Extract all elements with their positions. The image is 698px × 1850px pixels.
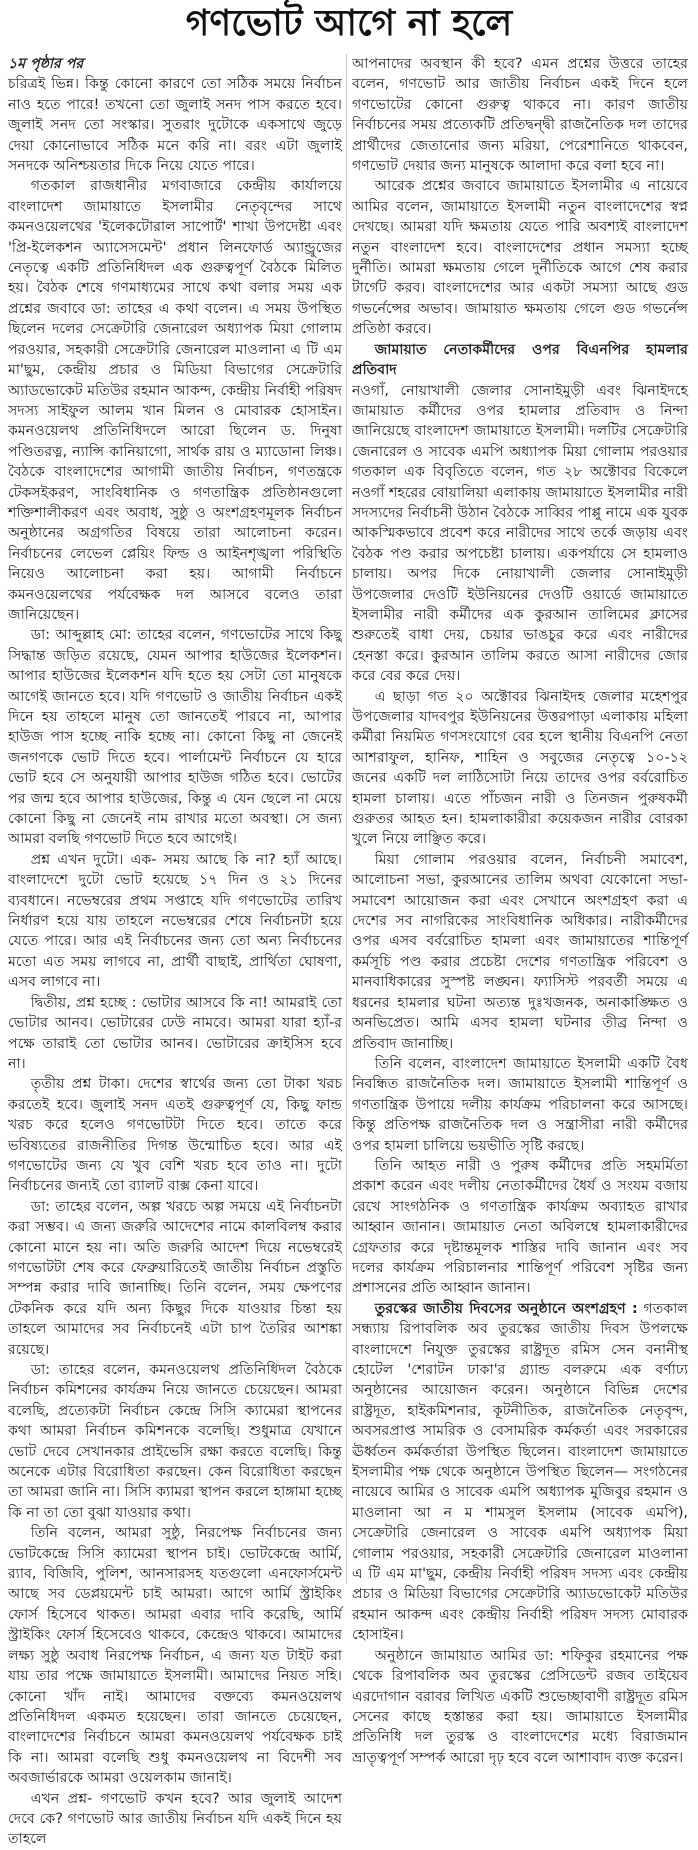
column-divider bbox=[346, 54, 347, 1584]
left-column bbox=[8, 54, 342, 1850]
paragraph: এখন প্রশ্ন- গণভোট কখন হবে? আর জুলাই আদেশ দেবে কে? গণভোট আর জাতীয় নির্বাচন যদি একই দিনে হয় তাহলে bbox=[8, 1790, 342, 1848]
paragraph: দ্বিতীয়, প্রশ্ন হচ্ছে : ভোটার আসবে কি না! আমরাই তো ভোটার আনব। ভোটারের ঢেউ নামবে। আমরা যারা হ্যাঁ-র পক্ষে তারাই তো ভোটার আনব। ভোটারের ক্রাইসিস হবে না। bbox=[8, 994, 342, 1072]
paragraph: এ ছাড়া গত ২০ অক্টোবর ঝিনাইদহ জেলার মহেশপুর উপজেলার যাদবপুর ইউনিয়নের উত্তরপাড়া এলাকায় মহিলা কর্মীরা নিয়মিত গণসংযোগে বের হলে স্থানীয় বিএনপি নেতা আশরাফুল, হানিফ, শাহিন ও সবুজের নেতৃত্বে ১০-১২ জনের একটি দল লাঠিসোটা নিয়ে তাদের ওপর বর্বরোচিত হামলা চালায়। এতে পাঁচজন নারী ও তিনজন পুরুষকর্মী গুরুতর আহত হন। হামলাকারীরা কয়েকজন নারীর বোরকা খুলে নিয়ে লাঞ্ছিত করে। bbox=[352, 688, 688, 848]
turkey-paragraph bbox=[352, 1299, 688, 1646]
paragraph: প্রশ্ন এখন দুটো। এক- সময় আছে কি না? হ্যাঁ আছে। বাংলাদেশে দুটো ভোট হয়েছে ১৭ দিন ও ২১ দিনের ব্যবধানে। নভেম্বরের প্রথম সপ্তাহে যদি গণভোটের তারিখ নির্ধারণ হয়ে যায় তাহলে নভেম্বরের শেষে নির্বাচনটা হয়ে যেতে পারে। আর এই নির্বাচনের জন্য তো অন্য নির্বাচনের মতো এত সময় লাগবে না, প্রার্থী বাছাই, প্রার্থিতা ঘোষণা, এসব লাগবে না। bbox=[8, 851, 342, 991]
inline-lead: তুরস্কের জাতীয় দিবসের অনুষ্ঠানে অংশগ্রহণ : bbox=[374, 1300, 638, 1317]
paragraph: নওগাঁ, নোয়াখালী জেলার সোনাইমুড়ী এবং ঝিনাইদহে জামায়াত কর্মীদের ওপর হামলার প্রতিবাদ ও নিন্দা জানিয়েছে বাংলাদেশ জামায়াতে ইসলামী। দলটির সেক্রেটারি জেনারেল ও সাবেক এমপি অধ্যাপক মিয়া গোলাম পরওয়ার গতকাল এক বিবৃতিতে বলেন, গত ২৮ অক্টোবর বিকেলে নওগাঁ শহরের বোয়ালিয়া এলাকায় জামায়াতে ইসলামীর নারী সদস্যদের নির্বাচনী উঠান বৈঠকে সাব্বির পাপ্পু নামে এক যুবক আকস্মিকভাবে প্রবেশ করে নারীদের সাথে তর্কে জড়ায় এবং বৈঠক পণ্ড করার অপচেষ্টা চালায়। একপর্যায়ে সে হামলাও চালায়। অপর দিকে নোয়াখালী জেলার সোনাইমুড়ী উপজেলার দেওটি ইউনিয়নের দেওটি ওয়ার্ডে জামায়াতে ইসলামীর নারী কর্মীদের এক কুরআন তালিমের ক্লাসের শুরুতেই বাধা দেয়, চেয়ার ভাঙচুর করে এবং নারীদের হেনস্তা করে। কুরআন তালিম করতে আসা নারীদের জোর করে বের করে দেয়। bbox=[352, 382, 688, 685]
paragraph: চরিত্রই ভিন্ন। কিন্তু কোনো কারণে তো সঠিক সময়ে নির্বাচন নাও হতে পারে! তখনো তো জুলাই সনদ পাস করতে হবে। জুলাই সনদ তো সংস্কার। সুতরাং দুটোকে একসাথে জুড়ে দেয়া কোনোভাবে সঠিক মনে করি না। বরং এটা জুলাই সনদকে অনিশ্চয়তার দিকে নিয়ে যেতে পারে। bbox=[8, 76, 342, 175]
paragraph: আরেক প্রশ্নের জবাবে জামায়াতে ইসলামীর এ নায়েবে আমির বলেন, জামায়াতে ইসলামী নতুন বাংলাদেশের স্বপ্ন দেখছে। আমরা যদি ক্ষমতায় যেতে পারি অবশ্যই বাংলাদেশ নতুন বাংলাদেশ হবে। বাংলাদেশের প্রধান সমস্যা হচ্ছে দুর্নীতি। আমরা ক্ষমতায় গেলে দুর্নীতিকে আগে শেষ করার টার্গেট করব। বাংলাদেশের আর একটা সমস্যা আছে গুড গভর্নেন্সের অভাব। জামায়াত ক্ষমতায় গেলে গুড গভর্নেন্স প্রতিষ্ঠা করবে। bbox=[352, 178, 688, 338]
paragraph: তৃতীয় প্রশ্ন টাকা। দেশের স্বার্থের জন্য তো টাকা খরচ করতেই হবে। জুলাই সনদ এতই গুরুত্বপূর্ণ যে, কিছু ফান্ড খরচ করে হলেও গণভোটটা দিতে হবে। তাতে করে ভবিষ্যতের রাজনীতির দিগন্ত উন্মোচিত হবে। আর এই গণভোটের জন্য যে খুব বেশি খরচ হবে তাও না। দুটো নির্বাচনের জন্যই তো ব্যালট বাক্স কেনা যাবে। bbox=[8, 1076, 342, 1195]
continuation-kicker: ১ম পৃষ্ঠার পর bbox=[8, 56, 84, 72]
paragraph: তিনি বলেন, বাংলাদেশ জামায়াতে ইসলামী একটি বৈধ নিবন্ধিত রাজনৈতিক দল। জামায়াতে ইসলামী শান্তিপূর্ণ ও গণতান্ত্রিক উপায়ে দলীয় কার্যক্রম পরিচালনা করে আসছে। কিন্তু প্রতিপক্ষ রাজনৈতিক দল ও সন্ত্রাসীরা নারী কর্মীদের ওপর হামলা চালিয়ে ভয়ভীতি সৃষ্টি করছে। bbox=[352, 1055, 688, 1154]
paragraph: ডা: তাহের বলেন, কমনওয়েলথ প্রতিনিধিদল বৈঠকে নির্বাচন কমিশনের কার্যক্রম নিয়ে জানতে চেয়েছেন। আমরা বলেছি, প্রত্যেকটা নির্বাচন কেন্দ্রে সিসি ক্যামেরা স্থাপনের কথা আমরা নির্বাচন কমিশনকে বলেছি। শুধুমাত্র যেখানে ভোট দেবে সেখানকার প্রাইভেসি রক্ষা করতে বলেছি। কিন্তু অনেকে এটার বিরোধিতা করছেন। কেন বিরোধিতা করছেন তা আমরা জানি না। সিসি ক্যামরা স্থাপন করলে হাঙ্গামা হচ্ছে কি না তা তো বুঝা যাওয়ার কথা। bbox=[8, 1362, 342, 1521]
paragraph-body: গতকাল সন্ধ্যায় রিপাবলিক অব তুরস্কের জাতীয় দিবস উপলক্ষে বাংলাদেশে নিযুক্ত তুরস্কের রাষ্ট্রদূত রমিস সেন বনানীস্থ হোটেল 'শেরাটন ঢাকা'র গ্র্যান্ড বলরুমে এক বর্ণাঢ্য অনুষ্ঠানের আয়োজন করেন। অনুষ্ঠানে বিভিন্ন দেশের রাষ্ট্রদূত, হাইকমিশনার, কূটনীতিক, রাজনৈতিক নেতৃবৃন্দ, অবসরপ্রাপ্ত সামরিক ও বেসামরিক কর্মকর্তা এবং সরকারের ঊর্ধ্বতন কর্মকর্তারা উপস্থিত ছিলেন। বাংলাদেশ জামায়াতে ইসলামীর পক্ষ থেকে অনুষ্ঠানে উপস্থিত ছিলেন— সংগঠনের নায়েবে আমির ও সাবেক এমপি অধ্যাপক মুজিবুর রহমান ও মাওলানা আ ন ম শামসুল ইসলাম (সাবেক এমপি), সেক্রেটারি জেনারেল ও সাবেক এমপি অধ্যাপক মিয়া গোলাম পরওয়ার, সহকারী সেক্রেটারি জেনারেল মাওলানা এ টি এম মা'ছুম, কেন্দ্রীয় নির্বাহী পরিষদ সদস্য এবং কেন্দ্রীয় প্রচার ও মিডিয়া বিভাগের সেক্রেটারি অ্যাডভোকেট মতিউর রহমান আকন্দ এবং কেন্দ্রীয় নির্বাহী পরিষদ সদস্য মোবারক হোসাইন। bbox=[352, 1300, 688, 1644]
paragraph: ডা: আব্দুল্লাহ মো: তাহের বলেন, গণভোটের সাথে কিছু সিদ্ধান্ত জড়িত রয়েছে, যেমন আপার হাউজের ইলেকশন। আপার হাউজের ইলেকশন যদি হতে হয় সেটা তো মানুষকে আগেই জানতে হবে। যদি গণভোট ও জাতীয় নির্বাচন একই দিনে হয় তাহলে মানুষ তো জানতেই পারবে না, আপার হাউজ পাস হচ্ছে নাকি হচ্ছে না। কোনো কিছু না জেনেই জনগণকে ভোট দিতে হবে। পার্লামেন্ট নির্বাচনে যে হারে ভোট হবে সে অনুযায়ী আপার হাউজ গঠিত হবে। ভোটের পর জন্ম হবে আপার হাউজের, কিন্তু এ যেন ছেলে না মেয়ে কোনো কিছু না জেনেই নাম রাখার মতো অবস্থা। সে জন্য আমরা বলছি গণভোট দিতে হবে আগেই। bbox=[8, 627, 342, 848]
paragraph: মিয়া গোলাম পরওয়ার বলেন, নির্বাচনী সমাবেশ, আলোচনা সভা, কুরআনের তালিম অথবা যেকোনো সভা-সমাবেশ আয়োজন করা এবং সেখানে অংশগ্রহণ করা এ দেশের সব নাগরিকের সাংবিধানিক অধিকার। নারীকর্মীদের ওপর এসব বর্বরোচিত হামলা এবং জামায়াতের শান্তিপূর্ণ কর্মসূচি পণ্ড করার প্রচেষ্টা দেশের গণতান্ত্রিক পরিবেশ ও মানবাধিকারের সুস্পষ্ট লঙ্ঘন। ফ্যাসিস্ট পরবর্তী সময়ে এ ধরনের হামলার ঘটনা অত্যন্ত দুঃখজনক, অনাকাঙ্ক্ষিত ও অনভিপ্রেত। আমি এসব হামলা ঘটনার তীব্র নিন্দা ও প্রতিবাদ জানাচ্ছি। bbox=[352, 851, 688, 1052]
subheading: জামায়াত নেতাকর্মীদের ওপর বিএনপির হামলার প্রতিবাদ bbox=[352, 341, 688, 379]
paragraph: আপনাদের অবস্থান কী হবে? এমন প্রশ্নের উত্তরে তাহের বলেন, গণভোট আর জাতীয় নির্বাচন একই দিনে হলে গণভোটের কোনো গুরুত্ব থাকবে না। কারণ জাতীয় নির্বাচনের সময় প্রত্যেকটি প্রতিদ্বন্দ্বী রাজনৈতিক দল তাদের প্রার্থীদের জেতানোর জন্য মরিয়া, পেরেশানিতে থাকবেন, গণভোট দেয়ার জন্য মানুষকে আলাদা করে বলা হবে না। bbox=[352, 56, 688, 175]
paragraph: অনুষ্ঠানে জামায়াত আমির ডা: শফিকুর রহমানের পক্ষ থেকে রিপাবলিক অব তুরস্কের প্রেসিডেন্ট রজব তাইয়েব এরদোগান বরাবর লিখিত একটি শুভেচ্ছাবাণী রাষ্ট্রদূত রমিস সেনের কাছে হস্তান্তর করা হয়। জামায়াতে ইসলামীর প্রতিনিধি দল তুরস্ক ও বাংলাদেশের মধ্যে বিরাজমান ভ্রাতৃত্বপূর্ণ সম্পর্ক আরো দৃঢ় হবে বলে আশাবাদ ব্যক্ত করেন। bbox=[352, 1647, 688, 1766]
paragraph: তিনি বলেন, আমরা সুষ্ঠু, নিরপেক্ষ নির্বাচনের জন্য ভোটকেন্দ্রে সিসি ক্যামেরা স্থাপন চাই। ভোটকেন্দ্রে আর্মি, র‍্যাব, বিজিবি, পুলিশ, আনসারসহ যতগুলো এনফোর্সমেন্ট আছে সব ডেপ্লয়মেন্ট চাই আমরা। আগে আর্মি স্ট্রাইকিং ফোর্স হিসেবে থাকত। আমরা এবার দাবি করেছি, আর্মি স্ট্রাইকিং ফোর্স হিসেবেও থাকবে, কেন্দ্রেও থাকবে। আমাদের লক্ষ্য সুষ্ঠু অবাধ নিরপেক্ষ নির্বাচন, এ জন্য যত টাইট করা যায় তার পক্ষে জামায়াতে ইসলামী। আমাদের নিয়ত সহি। কোনো খাঁদ নাই। আমাদের বক্তব্যে কমনওয়েলথ প্রতিনিধিদল একমত হয়েছেন। তারা জানতে চেয়েছেন, বাংলাদেশের নির্বাচনে আমরা কমনওয়েলথ পর্যবেক্ষক চাই কি না। আমরা বলেছি শুধু কমনওয়েলথ না বিদেশী সব অবজার্ভারকে আমরা ওয়েলকাম জানাই। bbox=[8, 1525, 342, 1787]
right-column bbox=[352, 54, 688, 1768]
paragraph: গতকাল রাজধানীর মগবাজারে কেন্দ্রীয় কার্যালয়ে বাংলাদেশ জামায়াতে ইসলামীর নেতৃবৃন্দের সাথে কমনওয়েলথের 'ইলেকটোরাল সাপোর্ট' শাখা উপদেষ্টা এবং 'প্রি-ইলেকশন অ্যাসেসমেন্ট' প্রধান লিনফোর্ড অ্যান্ড্রুজের নেতৃত্বে একটি প্রতিনিধিদল এক গুরুত্বপূর্ণ বৈঠকে মিলিত হয়। বৈঠক শেষে গণমাধ্যমের সাথে কথা বলার সময় এক প্রশ্নের জবাবে ডা: তাহের এ কথা বলেন। এ সময় উপস্থিত ছিলেন দলের সেক্রেটারি জেনারেল অধ্যাপক মিয়া গোলাম পরওয়ার, সহকারী সেক্রেটারি জেনারেল মাওলানা এ টি এম মা'ছুম, কেন্দ্রীয় প্রচার ও মিডিয়া বিভাগের সেক্রেটারি অ্যাডভোকেট মতিউর রহমান আকন্দ, কেন্দ্রীয় নির্বাহী পরিষদ সদস্য সাইফুল আলম খান মিলন ও মোবারক হোসাইন। কমনওয়েলথ প্রতিনিধিদলে আরো ছিলেন ড. দিনুষা পণ্ডিতরত্ন, ন্যান্সি কানিয়াগো, সার্থক রায় ও ম্যাডোনা লিঞ্চ। বৈঠকে বাংলাদেশের আগামী জাতীয় নির্বাচন, গণতন্ত্রকে টেকসইকরণ, সাংবিধানিক ও গণতান্ত্রিক প্রতিষ্ঠানগুলো শক্তিশালীকরণ এবং অবাধ, সুষ্ঠু ও অংশগ্রহণমূলক নির্বাচন অনুষ্ঠানের অগ্রগতির বিষয়ে তারা আলোচনা করেন। নির্বাচনের লেভেল প্লেয়িং ফিল্ড ও আইনশৃঙ্খলা পরিস্থিতি নিয়েও আলোচনা করা হয়। আগামী নির্বাচনে কমনওয়েলথের পর্যবেক্ষক দল আসবে বলেও তারা জানিয়েছেন। bbox=[8, 178, 342, 623]
headline: গণভোট আগে না হলে bbox=[185, 3, 513, 44]
paragraph: তিনি আহত নারী ও পুরুষ কর্মীদের প্রতি সহমর্মিতা প্রকাশ করেন এবং দলীয় নেতাকর্মীদের ধৈর্য ও সংযম বজায় রেখে সাংগঠনিক ও গণতান্ত্রিক কার্যক্রম অব্যাহত রাখার আহ্বান জানান। জামায়াত নেতা অবিলম্বে হামলাকারীদের গ্রেফতার করে দৃষ্টান্তমূলক শাস্তির দাবি জানান এবং সব দলের কার্যক্রম পরিচালনার শান্তিপূর্ণ পরিবেশ সৃষ্টির জন্য প্রশাসনের প্রতি আহ্বান জানান। bbox=[352, 1157, 688, 1297]
paragraph: ডা: তাহের বলেন, অল্প খরচে অল্প সময়ে এই নির্বাচনটা করা সম্ভব। এ জন্য জরুরি আদেশের নামে কালবিলম্ব করার কোনো মানে হয় না। অতি জরুরি আদেশ দিয়ে নভেম্বরেই গণভোটটা শেষ করে ফেব্রুয়ারিতেই জাতীয় নির্বাচন প্রস্তুতি সম্পন্ন করার দাবি জানাচ্ছি। তিনি বলেন, সময় ক্ষেপণের টেকনিক করে যদি অন্য কিছুর দিকে যাওয়ার চিন্তা হয় তাহলে আমাদের সব নির্বাচনেই এটা চাপ তৈরির আশঙ্কা রয়েছে। bbox=[8, 1198, 342, 1358]
